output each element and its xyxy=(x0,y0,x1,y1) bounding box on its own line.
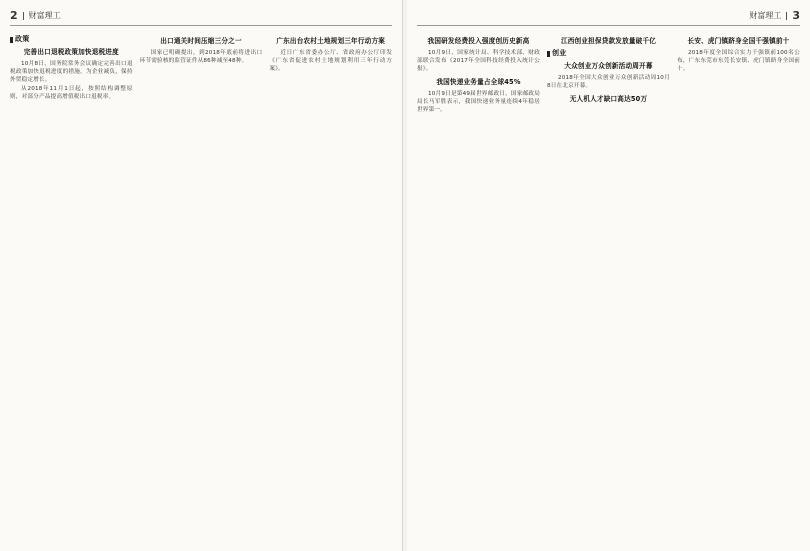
right-column-1 xyxy=(417,32,540,545)
section-label: 创业 xyxy=(547,49,670,57)
left-column-1 xyxy=(10,32,133,545)
article-paragraph: 2018年全国大众创业万众创新活动周10月8日在北京开幕。 xyxy=(547,75,670,90)
section-name: 财富理工 xyxy=(749,11,782,20)
left-column-2 xyxy=(140,32,263,545)
article-paragraph: 10月9日，国家统计局、科学技术部、财政部联合发布《2017年全国科技经费投入统计公报》。 xyxy=(417,50,540,73)
article-headline: 江西创业担保贷款发放量破千亿 xyxy=(560,37,657,45)
article-headline: 无人机人才缺口高达50万 xyxy=(569,95,648,104)
right-columns xyxy=(417,32,800,545)
article-headline: 长安、虎门镇跻身全国千强镇前十 xyxy=(687,37,790,45)
article-paragraph: 10月9日是第49届世界邮政日，国家邮政局局长马军胜表示，我国快递业务量连续4年稳居世界第一。 xyxy=(417,91,540,114)
article-paragraph: 近日广东省委办公厅、省政府办公厅印发《广东省促进农村土地规划利用三年行动方案》。 xyxy=(269,50,393,73)
left-page xyxy=(0,0,403,551)
article-headline: 大众创业万众创新活动周开幕 xyxy=(564,62,653,71)
section-label: 政策 xyxy=(10,35,133,43)
right-column-2 xyxy=(547,32,670,545)
article-headline: 广东出台农村土地规划三年行动方案 xyxy=(276,37,386,45)
article-paragraph: 从2018年11月1日起，按照结构调整原则，对部分产品提高增值税出口退税率。 xyxy=(10,86,133,101)
left-column-3 xyxy=(269,32,392,545)
right-column-3 xyxy=(677,32,800,545)
article-headline: 我国快递业务量占全球45% xyxy=(436,78,521,87)
left-page-header xyxy=(10,6,392,26)
right-page xyxy=(407,0,810,551)
header-divider xyxy=(786,12,787,20)
header-divider xyxy=(23,12,24,20)
left-columns xyxy=(10,32,392,545)
page-number: 3 xyxy=(792,9,800,22)
article-headline: 我国研发经费投入强度创历史新高 xyxy=(427,37,530,45)
section-name: 财富理工 xyxy=(28,11,61,20)
article-headline: 完善出口退税政策加快退税进度 xyxy=(23,48,119,57)
page-number: 2 xyxy=(10,9,18,22)
article-paragraph: 10月8日，国务院常务会议确定完善出口退税政策加快退税进度的措施，为企业减负，保持外贸稳定增长。 xyxy=(10,61,133,84)
article-paragraph: 国家已明确提出，到2018年底前将进出口环节需验核的监管证件从86种减至48种。 xyxy=(139,50,263,65)
right-page-header xyxy=(417,6,800,26)
article-headline: 出口通关时间压缩三分之一 xyxy=(160,37,242,45)
article-paragraph: 2018年度全国综合实力千强镇前100名公布，广东东莞市东莞长安镇、虎门镇跻身全国前十。 xyxy=(677,50,800,73)
